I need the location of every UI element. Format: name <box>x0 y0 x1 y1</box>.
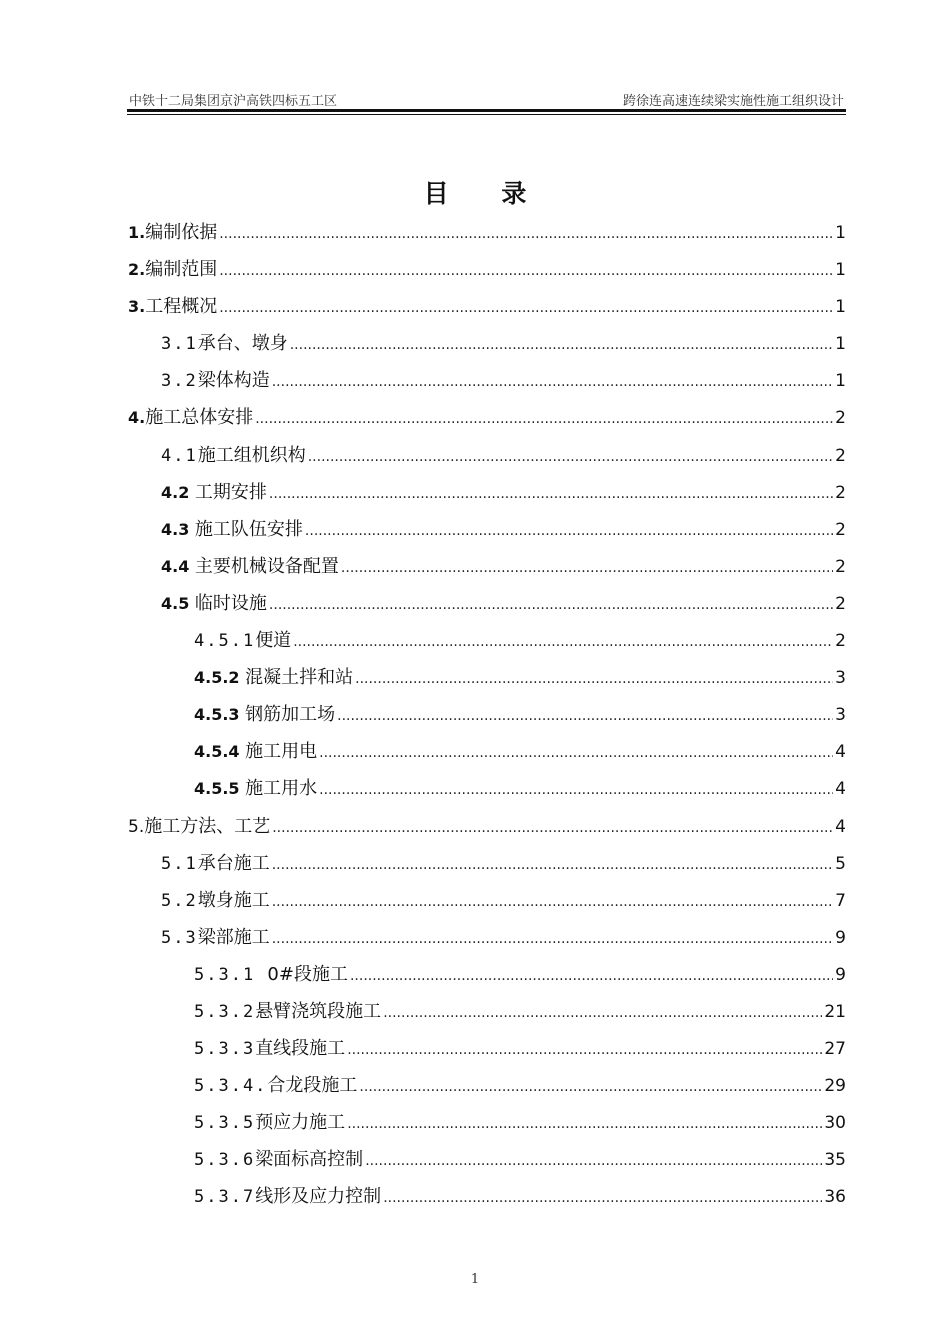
toc-entry-number: 5.3.1 <box>194 964 268 985</box>
toc-entry[interactable] <box>127 1067 846 1104</box>
toc-entry-page: 4 <box>835 742 846 763</box>
toc-entry-number: 5.1 <box>161 853 198 874</box>
toc-entry-number: 4.1 <box>161 445 198 466</box>
toc-entry[interactable] <box>127 993 846 1030</box>
toc-entry-number: 3.1 <box>161 334 198 355</box>
dot-leader <box>269 476 833 513</box>
toc-entry-page: 1 <box>835 334 846 355</box>
toc-entry-page: 1 <box>835 260 846 281</box>
toc-entry[interactable] <box>127 733 846 770</box>
toc-entry[interactable] <box>127 622 846 659</box>
dot-leader <box>359 1069 822 1106</box>
dot-leader <box>219 253 833 290</box>
toc-entry-number: 4.5.1 <box>194 631 256 652</box>
toc-entry-page: 27 <box>824 1039 846 1060</box>
toc-entry-number: 5.3.6 <box>194 1150 256 1171</box>
toc-entry-number: 4. <box>128 408 146 428</box>
dot-leader <box>337 698 833 735</box>
dot-leader <box>365 1143 822 1180</box>
dot-leader <box>272 921 833 958</box>
dot-leader <box>347 1106 822 1143</box>
dot-leader <box>308 439 833 476</box>
toc-entry[interactable] <box>127 288 846 325</box>
table-of-contents <box>127 214 846 1216</box>
toc-entry-number: 3.2 <box>161 371 198 392</box>
toc-entry-number: 5.3.2 <box>194 1001 256 1022</box>
toc-entry[interactable] <box>127 437 846 474</box>
dot-leader <box>350 958 833 995</box>
toc-entry-number: 4.5.2 <box>194 668 246 688</box>
dot-leader <box>319 735 833 772</box>
toc-entry-title: 梁部施工 <box>197 926 270 948</box>
dot-leader <box>219 290 833 327</box>
toc-entry-title: 悬臂浇筑段施工 <box>255 1000 382 1022</box>
toc-entry[interactable] <box>127 362 846 399</box>
toc-entry-number: 4.2 <box>161 482 195 502</box>
toc-entry-title: 墩身施工 <box>197 889 270 911</box>
toc-entry-title: 0#段施工 <box>267 963 348 985</box>
toc-entry-number: 4.4 <box>161 556 195 576</box>
dot-leader <box>269 587 833 624</box>
toc-entry[interactable] <box>127 1141 846 1178</box>
toc-entry-number: 4.5.4 <box>194 742 246 762</box>
toc-entry[interactable] <box>127 251 846 288</box>
toc-entry-page: 35 <box>824 1150 846 1171</box>
header-thick-rule <box>127 109 846 112</box>
toc-entry[interactable] <box>127 399 846 436</box>
toc-entry-title: 工程概况 <box>145 296 218 318</box>
toc-entry-title: 施工用电 <box>245 741 318 763</box>
dot-leader <box>347 1032 822 1069</box>
toc-entry-number: 5. <box>128 816 145 837</box>
dot-leader <box>355 661 833 698</box>
dot-leader <box>290 327 833 364</box>
toc-entry-number: 4.5 <box>161 593 195 613</box>
toc-entry-number: 4.5.3 <box>194 705 246 725</box>
toc-entry-number: 1. <box>128 223 146 242</box>
toc-entry-title: 施工用水 <box>245 778 318 800</box>
toc-entry-number: 5.3 <box>161 927 198 948</box>
toc-entry-page: 2 <box>835 408 846 429</box>
toc-entry-page: 3 <box>835 668 846 689</box>
header-thin-rule <box>127 114 846 115</box>
toc-entry-title: 施工队伍安排 <box>194 518 303 540</box>
toc-entry-number: 4.3 <box>161 519 195 539</box>
toc-entry-number: 4.5.5 <box>194 779 246 799</box>
toc-entry[interactable] <box>127 808 846 845</box>
toc-entry-number: 5.3.4. <box>194 1076 268 1097</box>
toc-entry-title: 临时设施 <box>194 592 267 614</box>
dot-leader <box>219 216 833 253</box>
toc-entry-title: 混凝土拌和站 <box>245 667 354 689</box>
toc-entry-title: 梁体构造 <box>197 370 270 392</box>
toc-entry-title: 梁面标高控制 <box>255 1149 364 1171</box>
toc-entry-page: 7 <box>835 890 846 911</box>
dot-leader <box>383 1180 822 1217</box>
toc-entry-title: 施工方法、工艺 <box>144 815 271 837</box>
toc-entry-number: 5.2 <box>161 890 198 911</box>
toc-entry-title: 编制依据 <box>145 222 218 243</box>
toc-entry-page: 5 <box>835 853 846 874</box>
toc-entry[interactable] <box>127 585 846 622</box>
header-right-text: 跨徐连高速连续梁实施性施工组织设计 <box>622 94 844 109</box>
toc-entry-page: 3 <box>835 705 846 726</box>
dot-leader <box>272 884 833 921</box>
toc-entry[interactable] <box>127 548 846 585</box>
toc-entry-page: 2 <box>835 445 846 466</box>
toc-entry-page: 4 <box>835 816 846 837</box>
toc-entry[interactable] <box>127 919 846 956</box>
toc-entry[interactable] <box>127 659 846 696</box>
dot-leader <box>272 810 833 847</box>
toc-entry[interactable] <box>127 845 846 882</box>
toc-entry-title: 便道 <box>255 630 292 652</box>
toc-entry-title: 施工总体安排 <box>145 407 254 429</box>
toc-entry-page: 1 <box>835 297 846 318</box>
toc-entry[interactable] <box>127 882 846 919</box>
dot-leader <box>255 401 833 438</box>
toc-entry-page: 2 <box>835 482 846 503</box>
toc-entry[interactable] <box>127 1104 846 1141</box>
toc-entry-page: 2 <box>835 519 846 540</box>
toc-entry[interactable] <box>127 325 846 362</box>
toc-entry-page: 21 <box>824 1001 846 1022</box>
toc-entry-page: 36 <box>824 1187 846 1208</box>
toc-entry-page: 1 <box>835 223 846 243</box>
dot-leader <box>383 995 822 1032</box>
toc-entry-number: 2. <box>128 260 146 280</box>
toc-entry-page: 2 <box>835 593 846 614</box>
dot-leader <box>341 550 833 587</box>
toc-entry-page: 9 <box>835 927 846 948</box>
toc-entry[interactable] <box>127 1030 846 1067</box>
toc-entry[interactable] <box>127 511 846 548</box>
toc-entry[interactable] <box>127 1178 846 1215</box>
toc-entry[interactable] <box>127 770 846 807</box>
toc-entry-title: 施工组机织构 <box>197 444 306 466</box>
dot-leader <box>319 772 833 809</box>
toc-entry-title: 预应力施工 <box>255 1112 346 1134</box>
toc-entry-title: 编制范围 <box>145 259 218 281</box>
toc-entry[interactable] <box>127 214 846 251</box>
dot-leader <box>305 513 833 550</box>
toc-entry[interactable] <box>127 474 846 511</box>
toc-entry-number: 5.3.5 <box>194 1113 256 1134</box>
dot-leader <box>272 364 833 401</box>
toc-entry-page: 4 <box>835 779 846 800</box>
toc-entry-page: 1 <box>835 371 846 392</box>
header-left-text: 中铁十二局集团京沪高铁四标五工区 <box>129 94 338 109</box>
toc-entry-title: 主要机械设备配置 <box>194 555 339 577</box>
toc-entry-number: 5.3.3 <box>194 1039 256 1060</box>
toc-entry-title: 线形及应力控制 <box>255 1186 382 1208</box>
toc-entry-page: 29 <box>824 1076 846 1097</box>
toc-entry-title: 承台施工 <box>197 852 270 874</box>
toc-entry-page: 2 <box>835 631 846 652</box>
toc-entry-title: 承台、墩身 <box>197 333 288 355</box>
toc-entry-title: 合龙段施工 <box>267 1075 358 1097</box>
toc-entry-title: 工期安排 <box>194 481 267 503</box>
toc-entry[interactable] <box>127 696 846 733</box>
toc-entry-title: 钢筋加工场 <box>245 704 336 726</box>
toc-entry-number: 5.3.7 <box>194 1187 256 1208</box>
toc-entry-page: 30 <box>824 1113 846 1134</box>
page-number: 1 <box>470 1272 480 1287</box>
toc-entry-page: 2 <box>835 556 846 577</box>
dot-leader <box>293 624 833 661</box>
dot-leader <box>272 847 833 884</box>
toc-title: 目 录 <box>423 179 549 208</box>
toc-entry-page: 9 <box>835 964 846 985</box>
toc-entry-number: 3. <box>128 297 146 317</box>
toc-entry-title: 直线段施工 <box>255 1038 346 1060</box>
toc-entry[interactable] <box>127 956 846 993</box>
